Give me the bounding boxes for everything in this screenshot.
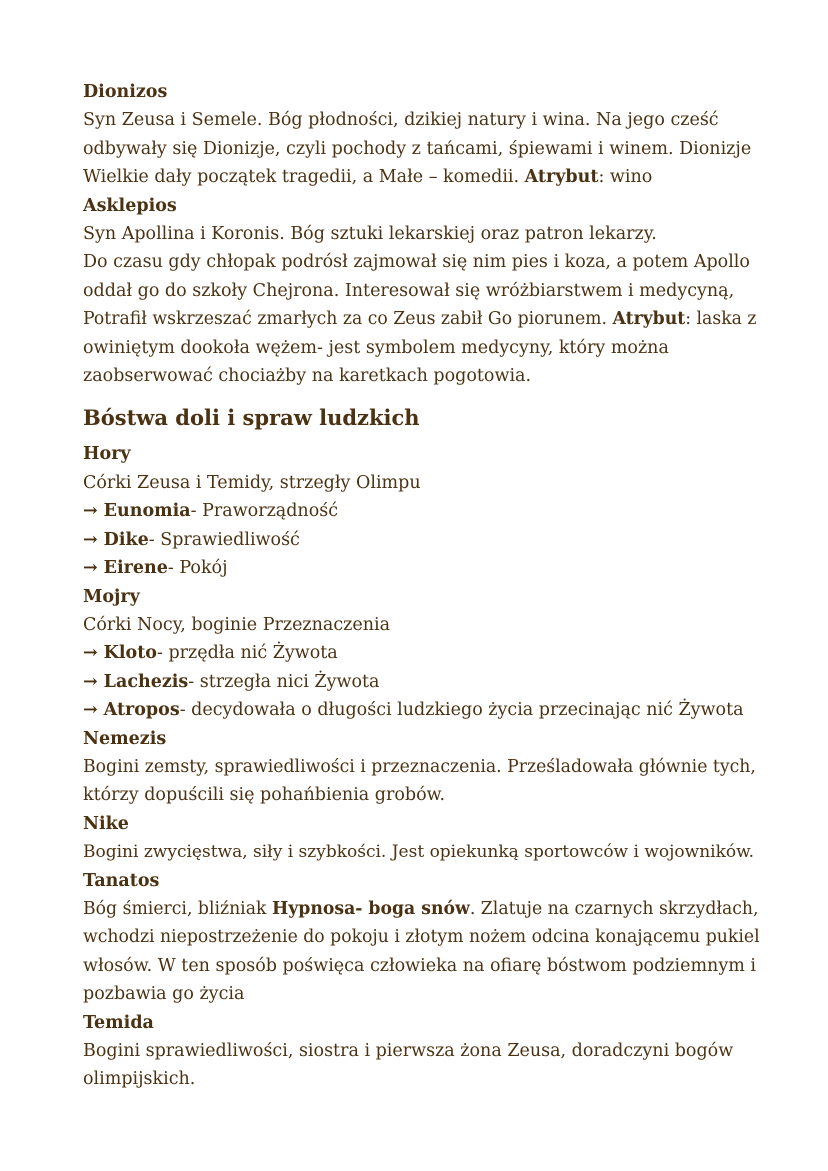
paragraph-line: Syn Apollina i Koronis. Bóg sztuki lekarskiej oraz patron lekarzy.: [83, 224, 657, 245]
arrow-right-icon: →: [83, 501, 98, 522]
text-segment: Wielkie dały początek tragedii, a Małe – komedii.: [83, 167, 520, 188]
paragraph-line: Do czasu gdy chłopak podrósł zajmował się nim pies i koza, a potem Apollo: [83, 252, 750, 273]
list-item-text: - decydowała o długości ludzkiego życia przecinając nić Żywota: [179, 700, 744, 721]
heading-hory: Hory: [83, 444, 131, 465]
list-item-name: Dike: [103, 529, 149, 550]
paragraph-line: odbywały się Dionizje, czyli pochody z tańcami, śpiewami i winem. Dionizje: [83, 138, 752, 159]
list-item: [83, 497, 763, 525]
heading-asklepios: Asklepios: [83, 195, 177, 216]
paragraph-line: którzy dopuścili się pohańbienia grobów.: [83, 785, 446, 806]
arrow-right-icon: →: [83, 700, 98, 721]
text-segment: . Zlatuje na czarnych skrzydłach,: [469, 898, 759, 919]
list-item: [83, 554, 763, 582]
list-item: [83, 696, 763, 724]
text-segment: Potrafił wskrzeszać zmarłych za co Zeus zabił Go piorunem.: [83, 309, 608, 330]
list-item-text: - Praworządność: [190, 501, 339, 522]
paragraph-line: Córki Nocy, boginie Przeznaczenia: [83, 614, 391, 635]
heading-tanatos: Tanatos: [83, 870, 160, 891]
document-page: [83, 78, 763, 1094]
section-title: Bóstwa doli i spraw ludzkich: [83, 405, 420, 431]
list-item-name: Eunomia: [103, 501, 191, 522]
text-segment: : wino: [598, 167, 653, 188]
paragraph-line: [83, 163, 763, 191]
list-item-text: - strzegła nici Żywota: [188, 671, 380, 692]
arrow-right-icon: →: [83, 529, 98, 550]
text-segment: Bóg śmierci, bliźniak: [83, 898, 267, 919]
heading-dionizos: Dionizos: [83, 82, 168, 102]
list-item: [83, 668, 763, 696]
arrow-right-icon: →: [83, 671, 98, 692]
list-item-text: - przędła nić Żywota: [156, 643, 338, 664]
list-item-name: Lachezis: [103, 671, 189, 692]
text-segment: : laska z: [685, 309, 757, 330]
paragraph-line: Bogini zwycięstwa, siły i szybkości. Jest opiekunką sportowców i wojowników.: [83, 842, 755, 863]
paragraph-line: Bogini sprawiedliwości, siostra i pierwsza żona Zeusa, doradczyni bogów: [83, 1041, 734, 1061]
paragraph-line: włosów. W ten sposób poświęca człowieka na ofiarę bóstwom podziemnym i: [83, 955, 756, 976]
paragraph-line: wchodzi niepostrzeżenie do pokoju i złotym nożem odcina konającemu pukiel: [83, 927, 760, 948]
list-item-text: - Pokój: [167, 558, 228, 579]
paragraph-line: [83, 305, 763, 333]
paragraph-line: Syn Zeusa i Semele. Bóg płodności, dzikiej natury i wina. Na jego cześć: [83, 110, 719, 131]
list-item-text: - Sprawiedliwość: [148, 529, 300, 550]
paragraph-line: oddał go do szkoły Chejrona. Interesował się wróżbiarstwem i medycyną,: [83, 280, 735, 301]
bold-segment: Hypnosa- boga snów: [271, 898, 470, 919]
list-item: [83, 526, 763, 554]
heading-temida: Temida: [83, 1012, 154, 1033]
arrow-right-icon: →: [83, 643, 98, 664]
paragraph-line: Bogini zemsty, sprawiedliwości i przeznaczenia. Prześladowała głównie tych,: [83, 756, 756, 777]
paragraph-line: owiniętym dookoła wężem- jest symbolem medycyny, który można: [83, 337, 669, 358]
heading-nemezis: Nemezis: [83, 728, 167, 749]
list-item-name: Atropos: [103, 700, 180, 721]
paragraph-line: olimpijskich.: [83, 1069, 196, 1090]
list-item-name: Kloto: [103, 643, 157, 664]
heading-nike: Nike: [83, 813, 129, 834]
attribute-label: Atrybut: [524, 167, 599, 188]
paragraph-line: Córki Zeusa i Temidy, strzegły Olimpu: [83, 472, 421, 493]
heading-mojry: Mojry: [83, 586, 140, 607]
paragraph-line: zaobserwować chociażby na karetkach pogotowia.: [83, 366, 532, 387]
list-item-name: Eirene: [103, 558, 168, 579]
paragraph-line: pozbawia go życia: [83, 984, 245, 1005]
paragraph-line: [83, 895, 763, 923]
list-item: [83, 639, 763, 667]
arrow-right-icon: →: [83, 558, 98, 579]
attribute-label: Atrybut: [612, 309, 686, 330]
